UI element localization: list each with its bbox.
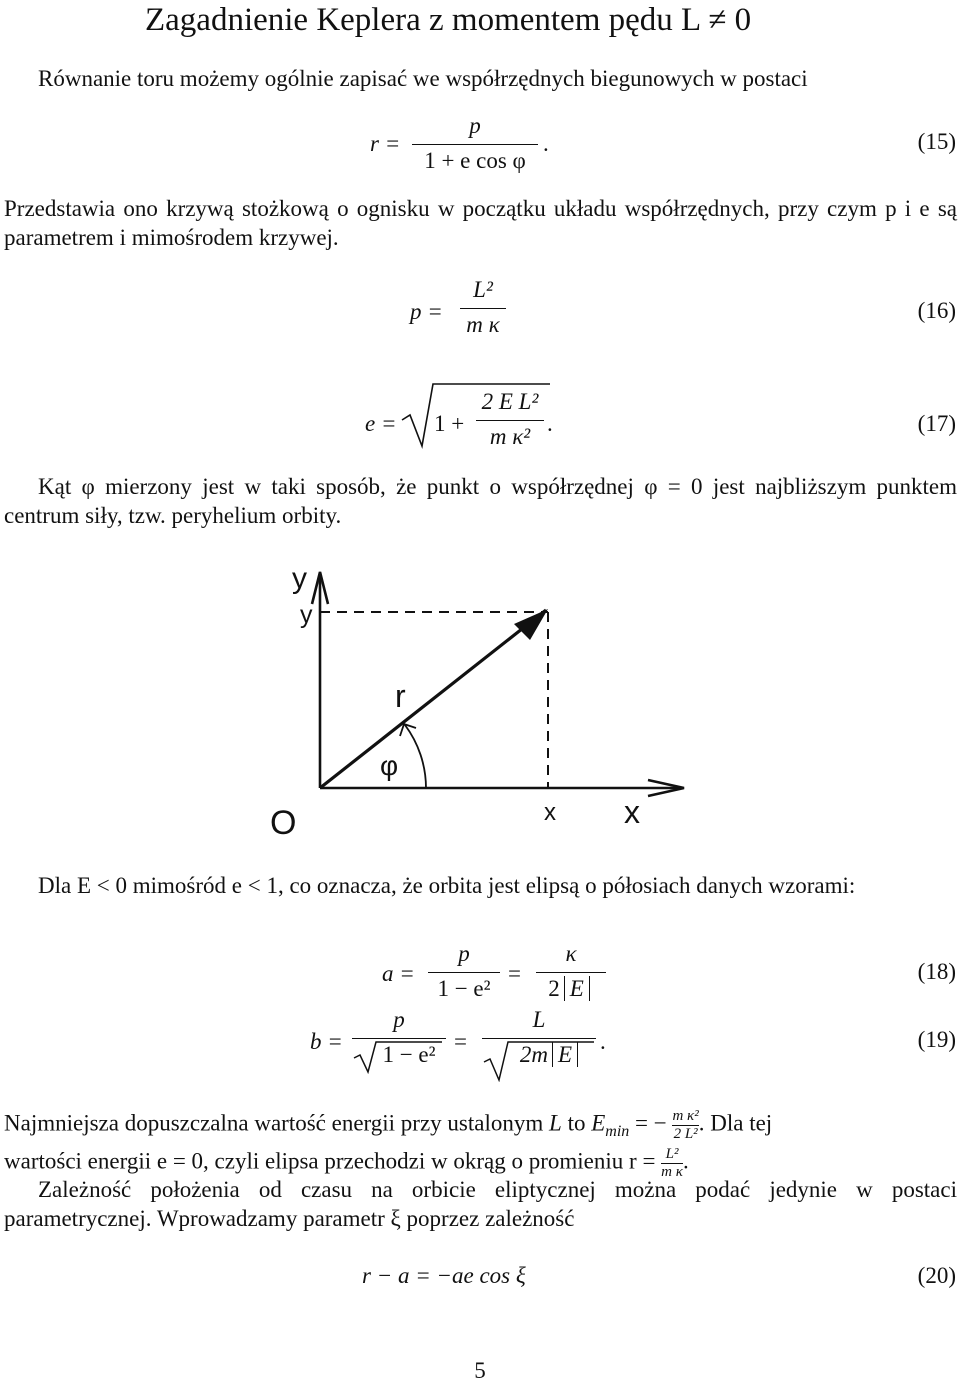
min-energy-L: L: [549, 1110, 562, 1136]
page-title: Zagadnienie Keplera z momentem pędu L ≠ 0: [145, 2, 752, 38]
r-label: r: [395, 678, 406, 714]
parametric-paragraph: Zależność położenia od czasu na orbicie eliptycznej można podać jedynie w postaci parametrycznej. Wprowadzamy parametr ξ poprzez zależność: [4, 1177, 957, 1231]
eq17-one: 1 +: [434, 411, 465, 436]
eq15-denominator: 1 + e cos φ: [424, 147, 526, 173]
eq16-numerator: L²: [473, 277, 493, 302]
circle-radius-den: m κ: [661, 1163, 683, 1180]
ellipse-paragraph: Dla E < 0 mimośród e < 1, co oznacza, że orbita jest elipsą o półosiach danych wzorami:: [38, 873, 856, 898]
min-energy-line-1: [4, 1108, 957, 1142]
radius-arrowhead: [514, 609, 548, 640]
eq15-fraction: [412, 112, 538, 176]
eq18-numerator-1: p: [458, 941, 470, 966]
eq20-expression: r − a = −ae cos ξ: [362, 1263, 526, 1288]
eq18-number: (18): [917, 959, 956, 984]
eq18-fraction-1: [428, 940, 500, 1004]
min-energy-fraction: [672, 1108, 698, 1142]
eq18-equals: =: [508, 961, 521, 986]
radius-vector: [320, 610, 546, 788]
eq18-denominator-2: [536, 973, 606, 1004]
eq15-numerator: p: [469, 113, 481, 138]
eq19-numerator-1: p: [393, 1007, 405, 1032]
min-energy-line-2: [4, 1146, 689, 1180]
eq19-sqrt-sign-1: [352, 1038, 444, 1074]
eq17-lhs: e =: [365, 411, 397, 436]
y-tick-label: y: [300, 601, 313, 629]
eq18-fraction-2: [536, 940, 606, 1004]
eq19-equals: =: [454, 1029, 467, 1054]
min-energy-E-sub: min: [605, 1122, 630, 1140]
circle-radius-fraction: [661, 1146, 683, 1180]
min-energy-E: E: [591, 1110, 606, 1136]
min-energy-frac-num: m κ²: [672, 1108, 699, 1124]
eq19-denominator-1: 1 − e²: [382, 1041, 436, 1067]
eq17-tail: .: [547, 411, 553, 436]
eq18-lhs: a =: [382, 961, 415, 986]
eq17-numerator: 2 E L²: [481, 389, 539, 414]
circle-text-end: .: [682, 1148, 689, 1174]
circle-radius-num: L²: [665, 1146, 679, 1162]
circle-text: wartości energii e = 0, czyli elipsa przechodzi w okrąg o promieniu r =: [4, 1148, 656, 1174]
phi-label: φ: [380, 750, 399, 781]
eq20-number: (20): [917, 1263, 956, 1288]
eq17-denominator: m κ²: [489, 423, 531, 449]
angle-arc: [405, 725, 426, 788]
x-tick-label: x: [544, 799, 556, 826]
min-energy-part2: . Dla tej: [698, 1110, 773, 1136]
x-axis-label: x: [624, 794, 640, 830]
eq19-sqrt-sign-2: [482, 1038, 596, 1082]
eq15-lhs: r =: [370, 131, 401, 156]
eq16-fraction: [460, 276, 506, 340]
min-energy-frac-den: 2 L²: [673, 1125, 698, 1142]
eq15-number: (15): [917, 129, 956, 154]
eq15-tail: .: [543, 131, 549, 156]
y-axis-label: y: [292, 562, 307, 595]
eq19-den2-coef: 2m: [519, 1041, 549, 1067]
eq16-lhs: p =: [410, 299, 443, 324]
eq19-lhs: b =: [310, 1029, 343, 1054]
eq19-tail: .: [600, 1029, 606, 1054]
eq18-denominator-1: 1 − e²: [437, 975, 491, 1001]
eq18-numerator-2: κ: [565, 941, 577, 966]
eq16-denominator: m κ: [466, 311, 500, 337]
eq16-number: (16): [917, 298, 956, 323]
eq17-fraction: [476, 388, 544, 452]
min-energy-text: Najmniejsza dopuszczalna wartość energii przy ustalonym: [4, 1110, 544, 1136]
min-energy-to: to: [567, 1110, 586, 1136]
min-energy-equals: = −: [635, 1110, 667, 1136]
eq18-den2-coef: 2: [548, 975, 560, 1001]
eq17-number: (17): [917, 411, 956, 436]
conic-paragraph: Przedstawia ono krzywą stożkową o ognisku w początku układu współrzędnych, przy czym p i e są parametrem i mimośrodem krzywej.: [4, 196, 957, 250]
eq19-number: (19): [917, 1027, 956, 1052]
eq19-den2-abs: E: [552, 1042, 578, 1067]
intro-paragraph: Równanie toru możemy ogólnie zapisać we współrzędnych biegunowych w postaci: [38, 66, 808, 91]
origin-label: O: [270, 804, 297, 842]
page-number: 5: [474, 1358, 486, 1383]
angle-paragraph: Kąt φ mierzony jest w taki sposób, że punkt o współrzędnej φ = 0 jest najbliższym punktem centrum siły, tzw. peryhelium orbity.: [4, 474, 957, 528]
eq18-den2-abs: E: [564, 976, 590, 1001]
eq19-numerator-2: L: [532, 1007, 546, 1032]
